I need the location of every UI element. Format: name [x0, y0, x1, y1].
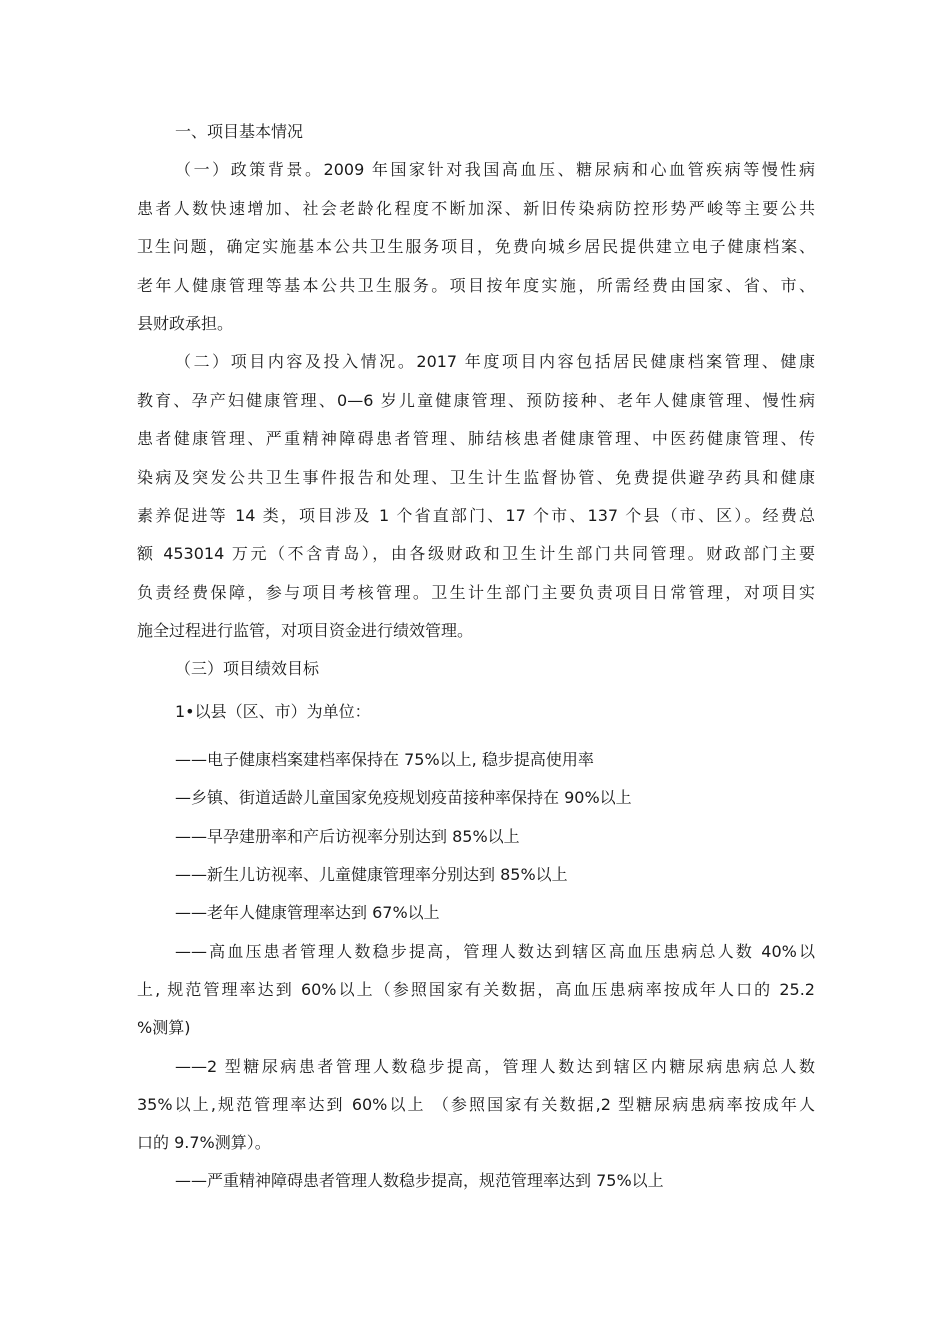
content-paragraph-line: 患者健康管理、严重精神障碍患者管理、肺结核患者健康管理、中医药健康管理、传	[137, 429, 815, 448]
policy-paragraph-line: 卫生问题，确定实施基本公共卫生服务项目，免费向城乡居民提供建立电子健康档案、	[137, 237, 815, 256]
policy-paragraph-line: 老年人健康管理等基本公共卫生服务。项目按年度实施，所需经费由国家、省、市、	[137, 276, 815, 295]
goals-title: （三）项目绩效目标	[175, 659, 320, 678]
policy-paragraph-line: （一）政策背景。2009 年国家针对我国高血压、糖尿病和心血管疾病等慢性病	[175, 160, 815, 179]
content-paragraph-line: 素养促进等 14 类，项目涉及 1 个省直部门、17 个市、137 个县（市、区）。经费总	[137, 506, 815, 525]
target-item: ——电子健康档案建档率保持在 75%以上, 稳步提高使用率	[175, 750, 594, 769]
target-item: —乡镇、街道适龄儿童国家免疫规划疫苗接种率保持在 90%以上	[175, 788, 632, 807]
target-item: ——新生儿访视率、儿童健康管理率分别达到 85%以上	[175, 865, 568, 884]
content-paragraph-line: 染病及突发公共卫生事件报告和处理、卫生计生监督协管、免费提供避孕药具和健康	[137, 468, 815, 487]
hypertension-line: 上, 规范管理率达到 60%以上（参照国家有关数据，高血压患病率按成年人口的 25.2	[137, 980, 815, 999]
unit-title: 1•以县（区、市）为单位：	[175, 702, 371, 721]
diabetes-line: 35%以上,规范管理率达到 60%以上 （参照国家有关数据,2 型糖尿病患病率按成年人	[137, 1095, 815, 1114]
content-paragraph-line: （二）项目内容及投入情况。2017 年度项目内容包括居民健康档案管理、健康	[175, 352, 815, 371]
section-title: 一、项目基本情况	[175, 122, 304, 141]
content-paragraph-line: 负责经费保障，参与项目考核管理。卫生计生部门主要负责项目日常管理，对项目实	[137, 583, 815, 602]
content-paragraph-line: 施全过程进行监管，对项目资金进行绩效管理。	[137, 621, 474, 640]
target-item: ——老年人健康管理率达到 67%以上	[175, 903, 440, 922]
diabetes-line: 口的 9.7%测算）。	[137, 1133, 271, 1152]
target-item: ——早孕建册率和产后访视率分别达到 85%以上	[175, 827, 520, 846]
policy-paragraph-line: 患者人数快速增加、社会老龄化程度不断加深、新旧传染病防控形势严峻等主要公共	[137, 199, 815, 218]
hypertension-line: %测算)	[137, 1018, 191, 1037]
content-paragraph-line: 教育、孕产妇健康管理、0—6 岁儿童健康管理、预防接种、老年人健康管理、慢性病	[137, 391, 815, 410]
content-paragraph-line: 额 453014 万元（不含青岛），由各级财政和卫生计生部门共同管理。财政部门主要	[137, 544, 815, 563]
policy-paragraph-line: 县财政承担。	[137, 314, 234, 333]
hypertension-line: ——高血压患者管理人数稳步提高，管理人数达到辖区高血压患病总人数 40%以	[175, 942, 815, 961]
diabetes-line: ——2 型糖尿病患者管理人数稳步提高，管理人数达到辖区内糖尿病患病总人数	[175, 1057, 815, 1076]
mental-health-line: ——严重精神障碍患者管理人数稳步提高，规范管理率达到 75%以上	[175, 1171, 664, 1190]
